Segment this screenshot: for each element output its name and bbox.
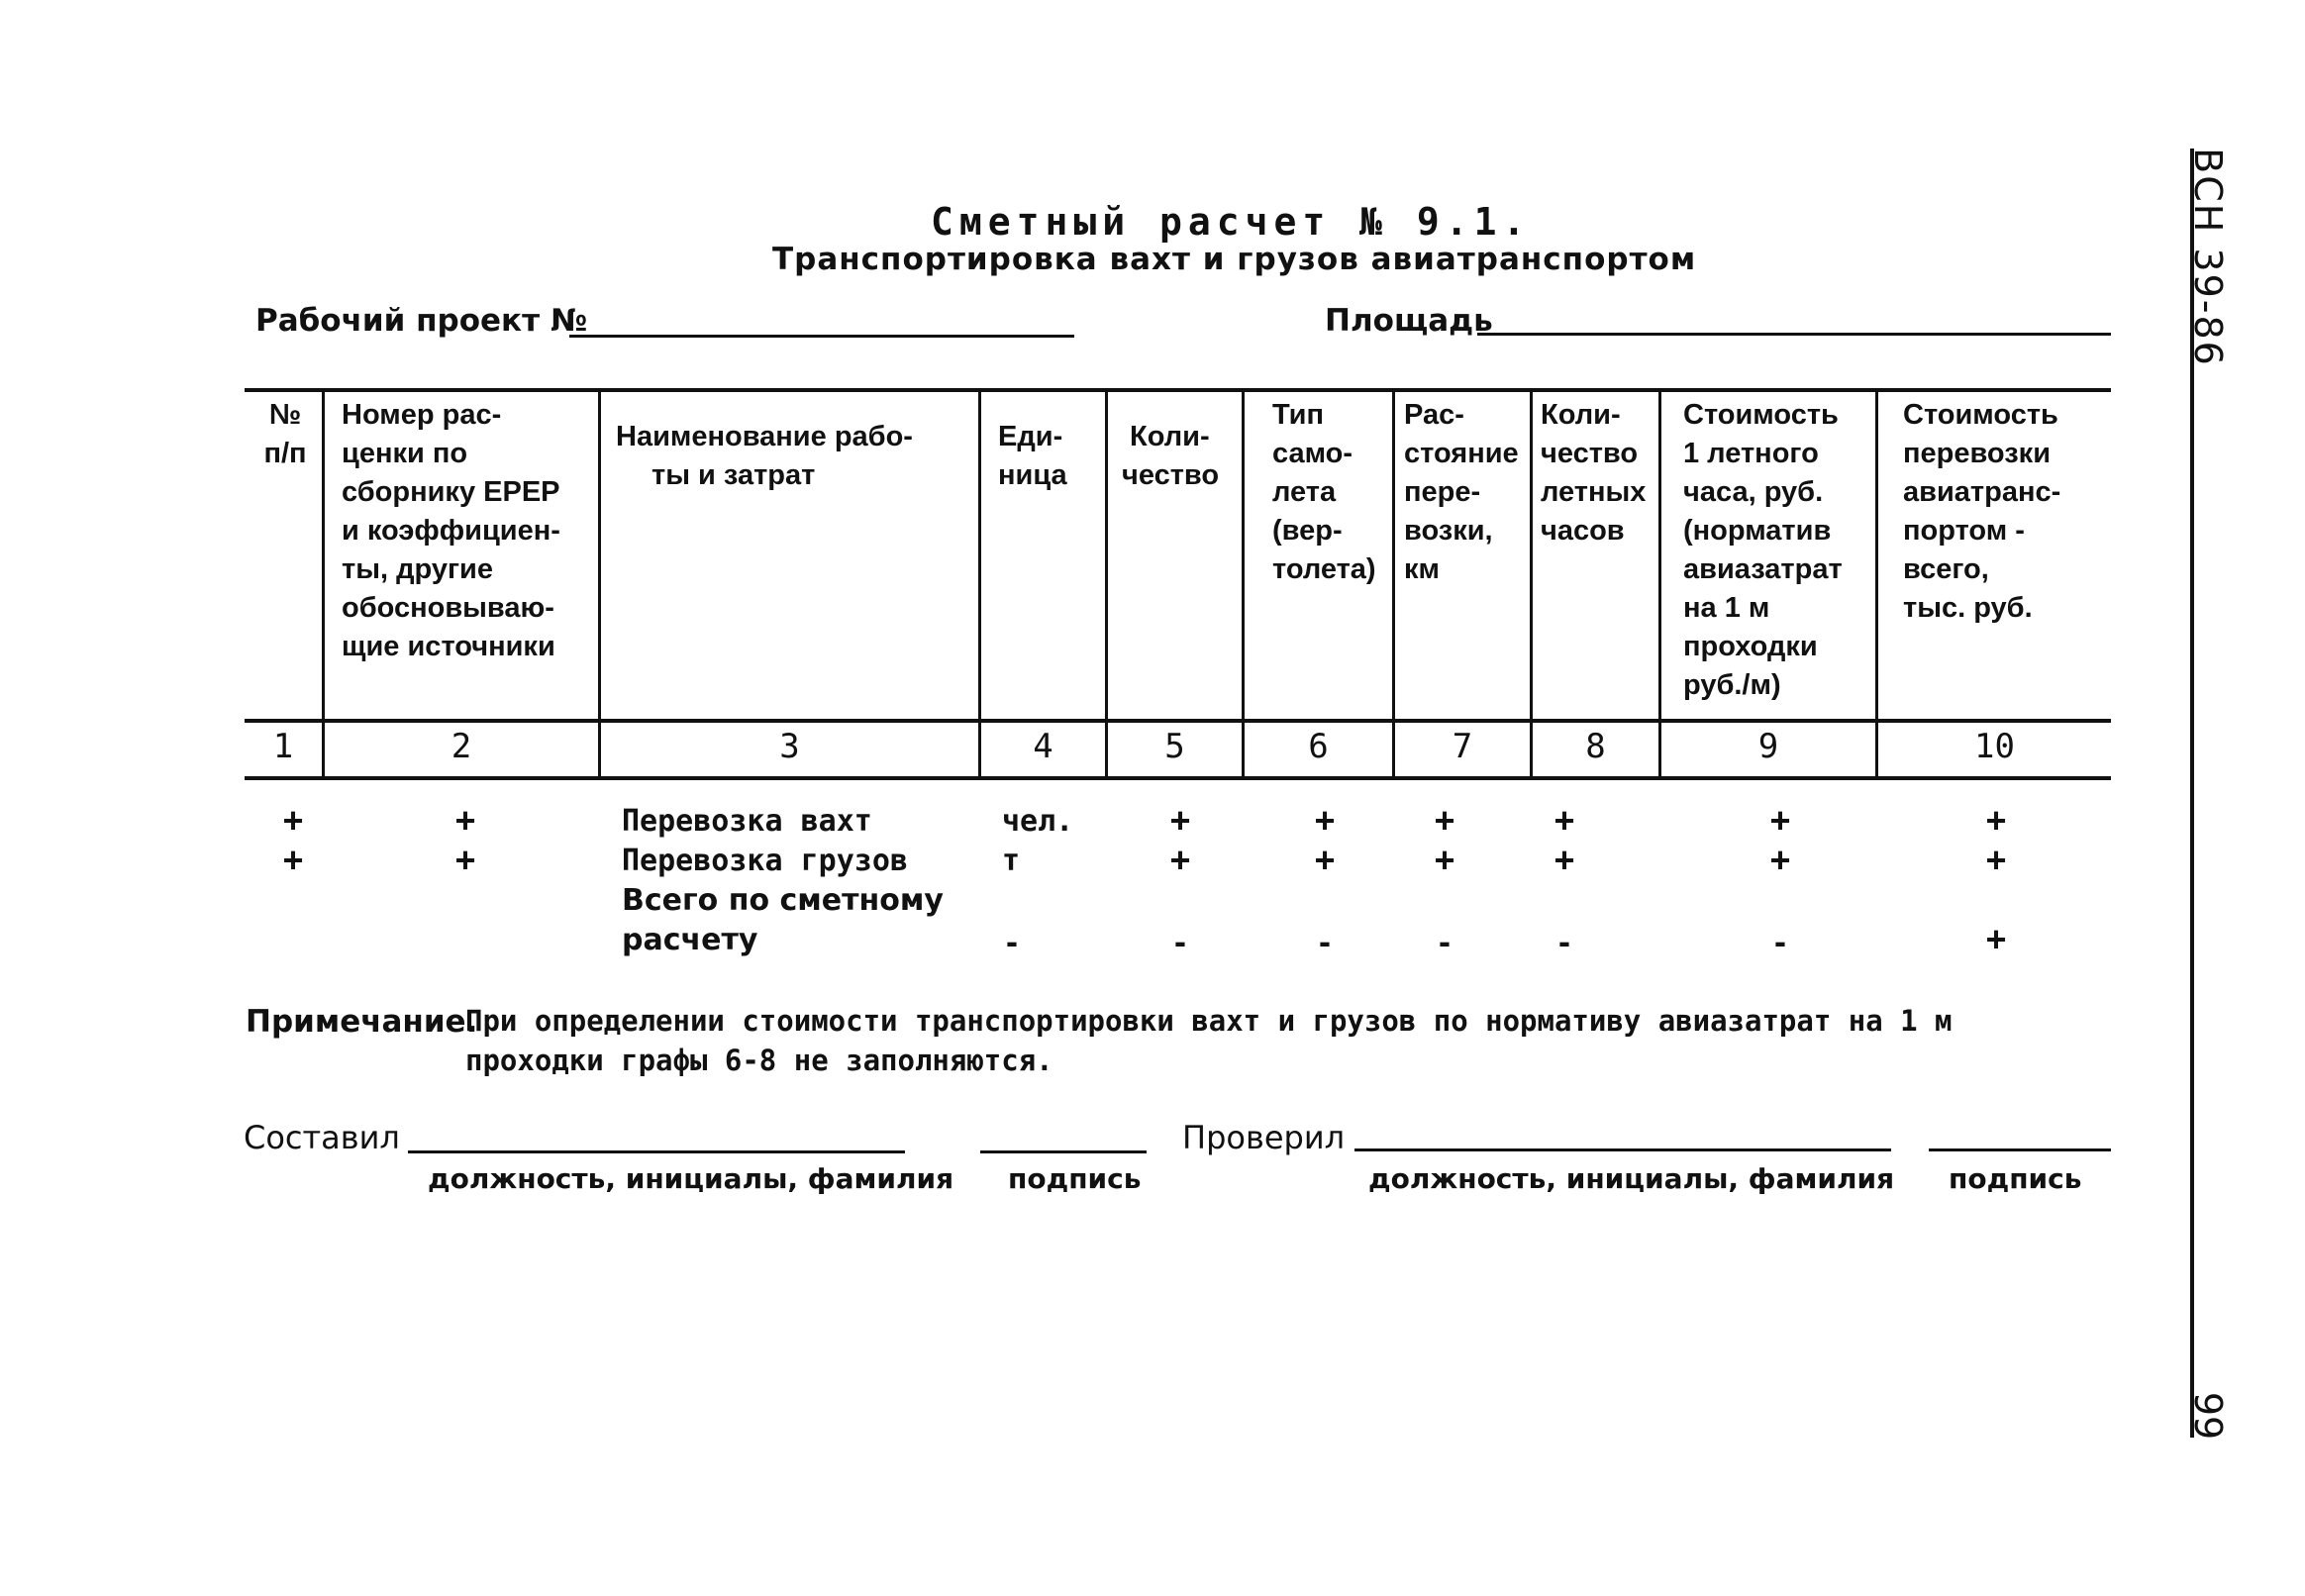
area-line[interactable] — [1477, 333, 2111, 336]
table-cell: + — [1434, 800, 1455, 841]
project-label: Рабочий проект № — [255, 303, 588, 339]
header-col-10: Стоимость перевозки авиатранс- портом - всего, тыс. руб. — [1903, 399, 2061, 624]
table-cell: - — [1006, 921, 1018, 961]
column-number: 10 — [1974, 727, 2015, 766]
column-number: 7 — [1452, 727, 1473, 766]
header-col-3: Наименование рабо- ты и затрат — [616, 421, 913, 491]
table-cell: + — [282, 840, 304, 880]
header-col-4: Еди- ница — [998, 421, 1067, 491]
table-cell: + — [1769, 800, 1791, 841]
signature-caption: подпись — [1008, 1162, 1142, 1195]
compiled-by-position-line[interactable] — [408, 1150, 905, 1153]
table-cell: + — [282, 800, 304, 841]
page-number: 99 — [2186, 1391, 2230, 1441]
document-code: ВСН 39-86 — [2186, 148, 2230, 367]
checked-by-label: Проверил — [1182, 1119, 1346, 1156]
table-cell: + — [1169, 840, 1191, 880]
note-label: Примечание. — [246, 1004, 478, 1040]
header-col-2: Номер рас- ценки по сборнику ЕРЕР и коэффициен- ты, другие обосновываю- щие источники — [342, 399, 560, 662]
checked-by-position-line[interactable] — [1354, 1148, 1891, 1151]
col-divider — [1530, 390, 1533, 778]
area-label: Площадь — [1325, 303, 1493, 339]
table-cell: + — [454, 800, 476, 841]
column-number: 5 — [1164, 727, 1185, 766]
table-cell: + — [1769, 840, 1791, 880]
table-cell: - — [1439, 921, 1451, 961]
column-number: 3 — [779, 727, 800, 766]
table-cell: т — [1002, 844, 1021, 878]
column-number: 9 — [1757, 727, 1779, 766]
table-cell: + — [1553, 800, 1575, 841]
table-cell: + — [1434, 840, 1455, 880]
column-number: 6 — [1308, 727, 1329, 766]
header-col-7: Рас- стояние пере- возки, км — [1404, 399, 1519, 585]
table-cell: + — [1985, 840, 2007, 880]
table-cell: + — [1985, 919, 2007, 959]
table-cell: - — [1319, 921, 1331, 961]
column-number: 1 — [272, 727, 294, 766]
col-divider — [322, 390, 325, 778]
col-divider — [598, 390, 601, 778]
header-col-5: Коли- чество — [1122, 421, 1220, 491]
column-number: 2 — [451, 727, 472, 766]
table-cell: + — [1314, 800, 1336, 841]
column-number: 8 — [1585, 727, 1606, 766]
col-divider — [1392, 390, 1395, 778]
project-number-line[interactable] — [569, 335, 1074, 338]
position-caption: должность, инициалы, фамилия — [428, 1162, 954, 1195]
table-cell: + — [1314, 840, 1336, 880]
col-divider — [1105, 390, 1108, 778]
checked-by-signature-line[interactable] — [1929, 1148, 2111, 1151]
table-cell: Перевозка вахт — [622, 804, 872, 839]
header-col-9: Стоимость 1 летного часа, руб. (норматив авиазатрат на 1 м проходки руб./м) — [1683, 399, 1843, 701]
col-divider — [1875, 390, 1878, 778]
signature-caption: подпись — [1949, 1162, 2082, 1195]
document-subtitle: Транспортировка вахт и грузов авиатранспортом — [772, 242, 1697, 277]
note-text-continued: проходки графы 6-8 не заполняются. — [465, 1044, 1053, 1077]
table-cell: - — [1558, 921, 1570, 961]
table-cell: чел. — [1002, 804, 1074, 839]
col-divider — [1658, 390, 1661, 778]
compiled-by-label: Составил — [244, 1119, 400, 1156]
header-col-1: № п/п — [263, 399, 307, 469]
header-col-6: Тип само- лета (вер- толета) — [1272, 399, 1376, 585]
position-caption: должность, инициалы, фамилия — [1368, 1162, 1895, 1195]
document-title: Сметный расчет № 9.1. — [931, 200, 1532, 244]
col-divider — [978, 390, 981, 778]
table-cell: - — [1774, 921, 1786, 961]
numbers-bottom-rule — [245, 776, 2111, 780]
table-cell: Перевозка грузов — [622, 844, 908, 878]
table-cell: расчету — [622, 923, 758, 957]
column-number: 4 — [1033, 727, 1053, 766]
table-cell: + — [1985, 800, 2007, 841]
note-text: При определении стоимости транспортировки вахт и грузов по нормативу авиазатрат на 1 м — [465, 1004, 1953, 1038]
header-bottom-rule — [245, 719, 2111, 723]
table-cell: Всего по сметному — [622, 883, 944, 918]
table-cell: + — [454, 840, 476, 880]
compiled-by-signature-line[interactable] — [980, 1150, 1147, 1153]
header-col-8: Коли- чество летных часов — [1541, 399, 1647, 547]
table-cell: - — [1174, 921, 1186, 961]
table-cell: + — [1169, 800, 1191, 841]
col-divider — [1242, 390, 1245, 778]
table-cell: + — [1553, 840, 1575, 880]
table-top-rule — [245, 388, 2111, 392]
